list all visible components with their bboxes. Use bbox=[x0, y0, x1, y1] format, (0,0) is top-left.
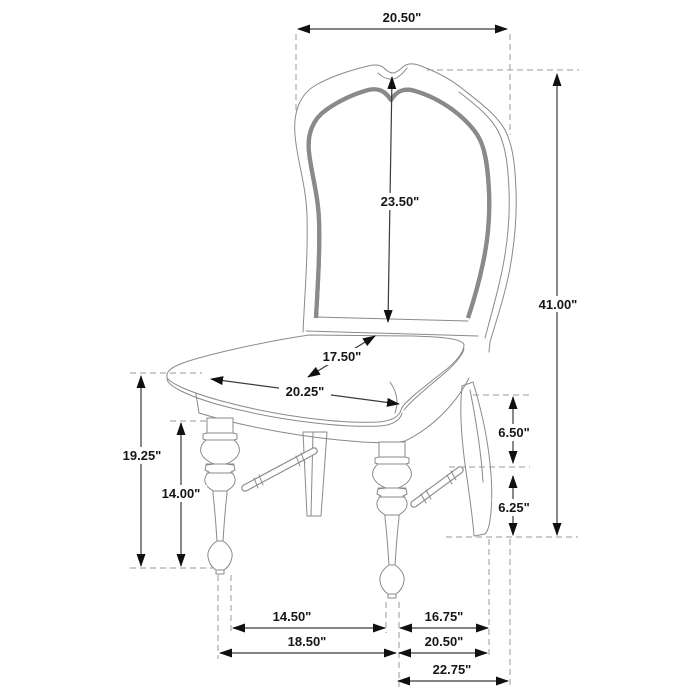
dimension-back-width bbox=[298, 10, 507, 29]
dimension-label: 20.25" bbox=[285, 384, 325, 399]
front-right-leg bbox=[373, 442, 412, 598]
chair-back-rail-top bbox=[316, 317, 468, 321]
dimension-label: 14.50" bbox=[272, 609, 312, 624]
dimension-leg-depth-outer bbox=[399, 634, 487, 653]
dimension-label: 20.50" bbox=[424, 634, 464, 649]
dimension-seat-to-stretcher bbox=[492, 397, 536, 463]
dimension-label: 23.50" bbox=[380, 194, 420, 209]
dimension-back-height bbox=[374, 77, 426, 322]
dimension-label: 6.25" bbox=[498, 500, 530, 515]
dimension-label: 22.75" bbox=[432, 662, 472, 677]
rear-left-leg bbox=[303, 432, 327, 516]
apron-left-edge bbox=[196, 394, 199, 413]
dimension-overall-height bbox=[533, 74, 584, 535]
dimension-label: 19.25" bbox=[122, 448, 162, 463]
dimension-label: 6.50" bbox=[498, 425, 530, 440]
dimension-leg-depth-inner bbox=[400, 609, 488, 628]
dimension-front-legs-inner-width bbox=[233, 609, 385, 628]
dimension-label: 41.00" bbox=[538, 297, 578, 312]
dimension-floor-to-seat-height bbox=[116, 376, 168, 566]
dimension-front-leg-height bbox=[155, 423, 207, 566]
dimension-front-legs-outer-width bbox=[220, 634, 396, 653]
chair-drawing bbox=[167, 64, 516, 598]
dimension-stretcher-to-floor bbox=[492, 476, 536, 535]
dimension-label: 18.50" bbox=[287, 634, 327, 649]
dimension-overall-depth bbox=[398, 662, 508, 681]
dimension-label: 14.00" bbox=[161, 486, 201, 501]
dimension-label: 17.50" bbox=[322, 349, 362, 364]
rear-right-leg bbox=[461, 382, 492, 536]
dimension-label: 16.75" bbox=[424, 609, 464, 624]
dimension-label: 20.50" bbox=[382, 10, 422, 25]
